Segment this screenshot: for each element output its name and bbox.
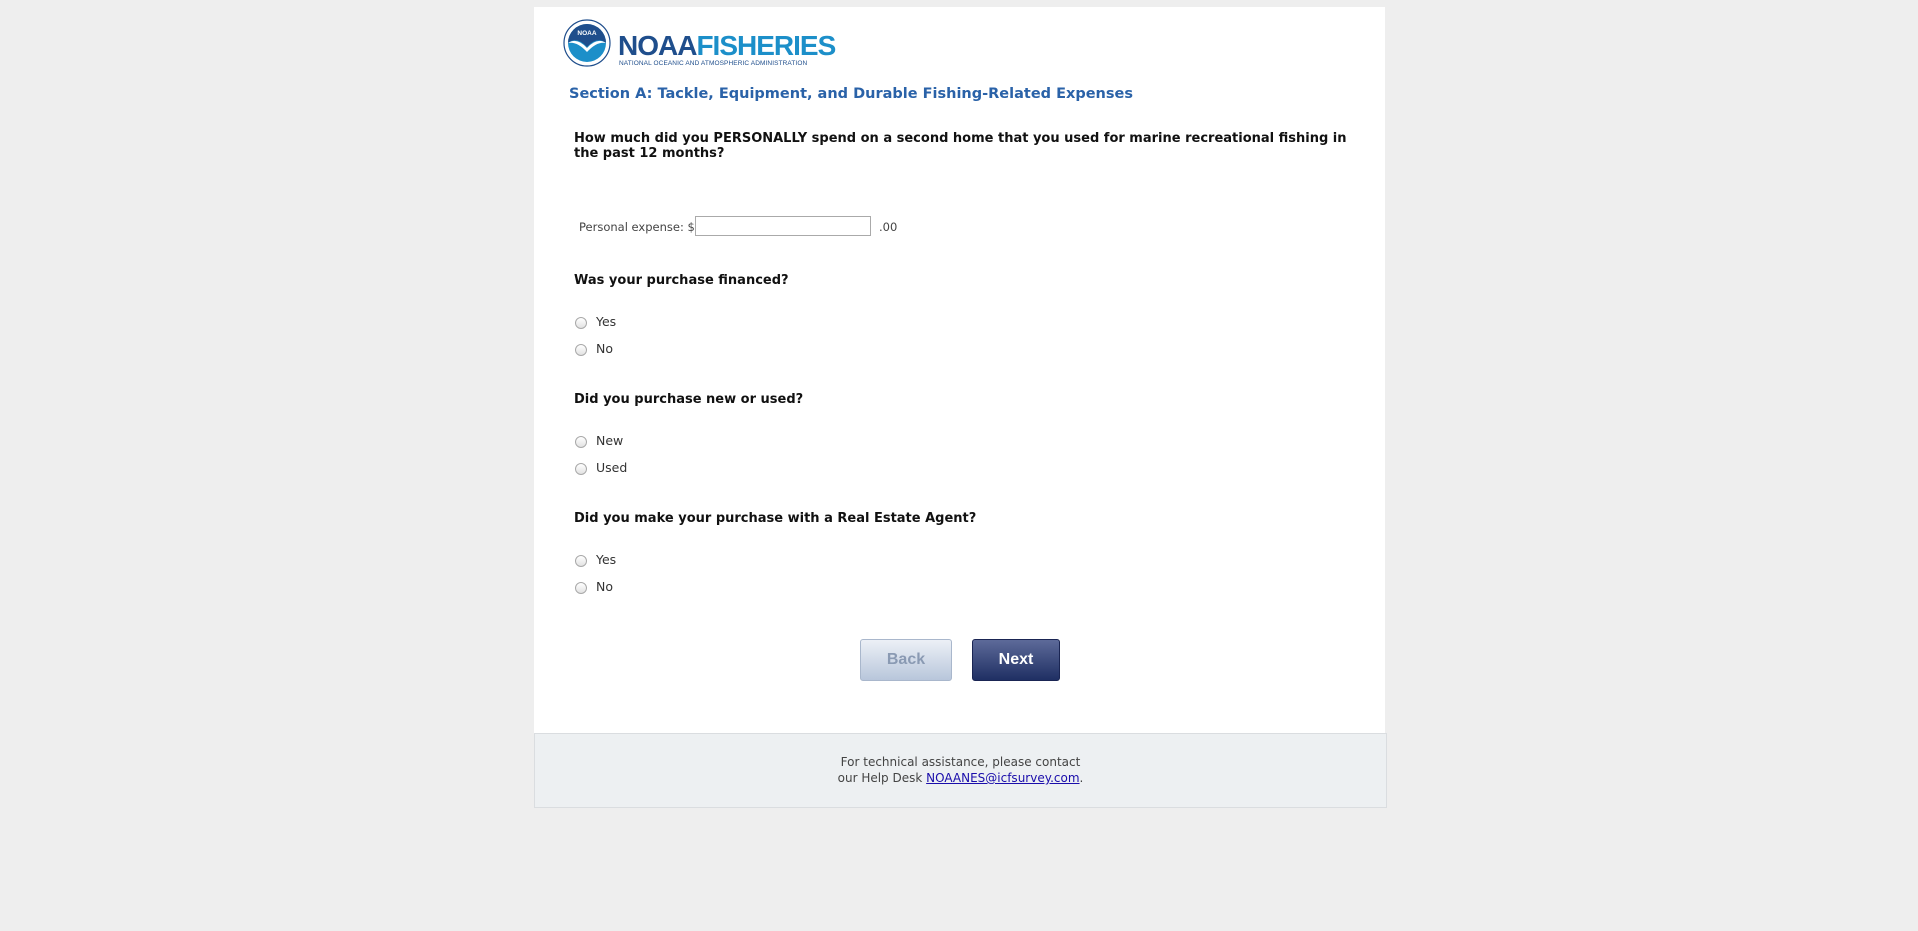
logo-title-noaa: NOAA [618,30,697,61]
question-financed: Was your purchase financed? [574,273,789,288]
personal-expense-input[interactable] [695,216,871,236]
logo-title [618,31,835,61]
footer-help-desk-prefix: our Help Desk [837,771,927,785]
footer-help-desk-suffix: . [1079,771,1084,785]
footer-help-desk-line [535,771,1386,785]
question-spend: How much did you PERSONALLY spend on a second home that you used for marine recreational fishing in the past 12 months? [574,131,1347,161]
footer [534,733,1387,808]
survey-page [534,7,1385,733]
financed-yes-radio[interactable] [575,317,587,329]
agent-yes-radio[interactable] [575,555,587,567]
personal-expense-label: Personal expense: $ [579,220,695,234]
logo-subtitle: NATIONAL OCEANIC AND ATMOSPHERIC ADMINISTRATION [619,60,808,67]
financed-no-radio[interactable] [575,344,587,356]
help-desk-email-link[interactable]: NOAANES@icfsurvey.com [926,771,1080,785]
question-real-estate-agent: Did you make your purchase with a Real Estate Agent? [574,511,977,526]
section-title: Section A: Tackle, Equipment, and Durable Fishing-Related Expenses [569,86,1133,102]
personal-expense-suffix: .00 [879,220,898,234]
noaa-fisheries-logo [563,19,836,73]
question-new-or-used: Did you purchase new or used? [574,392,804,407]
condition-used-label[interactable]: Used [596,460,628,475]
agent-no-radio[interactable] [575,582,587,594]
agent-no-label[interactable]: No [596,579,613,594]
logo-title-fisheries: FISHERIES [696,30,836,61]
condition-used-radio[interactable] [575,463,587,475]
condition-new-radio[interactable] [575,436,587,448]
financed-no-label[interactable]: No [596,341,613,356]
financed-yes-label[interactable]: Yes [596,314,617,329]
next-button[interactable]: Next [972,639,1060,681]
footer-help-text: For technical assistance, please contact [840,755,1081,769]
noaa-emblem-text: NOAA [577,30,597,37]
agent-yes-label[interactable]: Yes [596,552,617,567]
condition-new-label[interactable]: New [596,433,624,448]
noaa-emblem-icon [563,19,611,67]
back-button[interactable]: Back [860,639,952,681]
